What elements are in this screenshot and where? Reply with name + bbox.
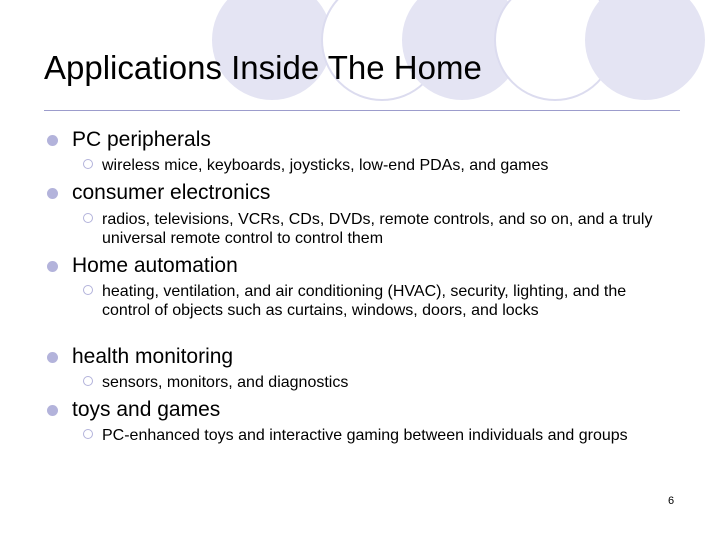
- filled-bullet-icon: [47, 261, 58, 272]
- bullet-label: health monitoring: [72, 345, 234, 368]
- sub-bullet: [102, 426, 672, 445]
- hollow-bullet-icon: [83, 285, 93, 295]
- hollow-bullet-icon: [83, 376, 93, 386]
- filled-bullet-icon: [47, 135, 58, 146]
- bullet-health-monitoring: [72, 344, 233, 370]
- filled-bullet-icon: [47, 352, 58, 363]
- sub-bullet: [102, 156, 672, 175]
- filled-bullet-icon: [47, 188, 58, 199]
- filled-bullet-icon: [47, 405, 58, 416]
- bullet-pc-peripherals: [72, 127, 211, 153]
- sub-bullet: [102, 210, 672, 248]
- sub-bullet-text: PC-enhanced toys and interactive gaming between individuals and groups: [102, 427, 628, 444]
- hollow-bullet-icon: [83, 213, 93, 223]
- bullet-label: Home automation: [72, 254, 238, 277]
- bullet-label: toys and games: [72, 398, 221, 421]
- sub-bullet-text: heating, ventilation, and air conditioning (HVAC), security, lighting, and the control of objects such as curtains, windows, doors, and locks: [102, 283, 627, 319]
- hollow-bullet-icon: [83, 159, 93, 169]
- sub-bullet: [102, 373, 672, 392]
- deco-circle: [585, 0, 705, 100]
- bullet-consumer-electronics: [72, 180, 270, 206]
- bullet-label: PC peripherals: [72, 128, 211, 151]
- sub-bullet-text: radios, televisions, VCRs, CDs, DVDs, remote controls, and so on, and a truly universal remote control to control them: [102, 211, 653, 247]
- bullet-toys-and-games: [72, 397, 220, 423]
- bullet-home-automation: [72, 253, 238, 279]
- page-number: 6: [668, 495, 675, 507]
- bullet-label: consumer electronics: [72, 181, 271, 204]
- sub-bullet: [102, 282, 672, 320]
- sub-bullet-text: wireless mice, keyboards, joysticks, low-end PDAs, and games: [102, 157, 549, 174]
- hollow-bullet-icon: [83, 429, 93, 439]
- title-divider: [44, 110, 680, 111]
- sub-bullet-text: sensors, monitors, and diagnostics: [102, 374, 349, 391]
- slide-title: Applications Inside The Home: [44, 49, 482, 86]
